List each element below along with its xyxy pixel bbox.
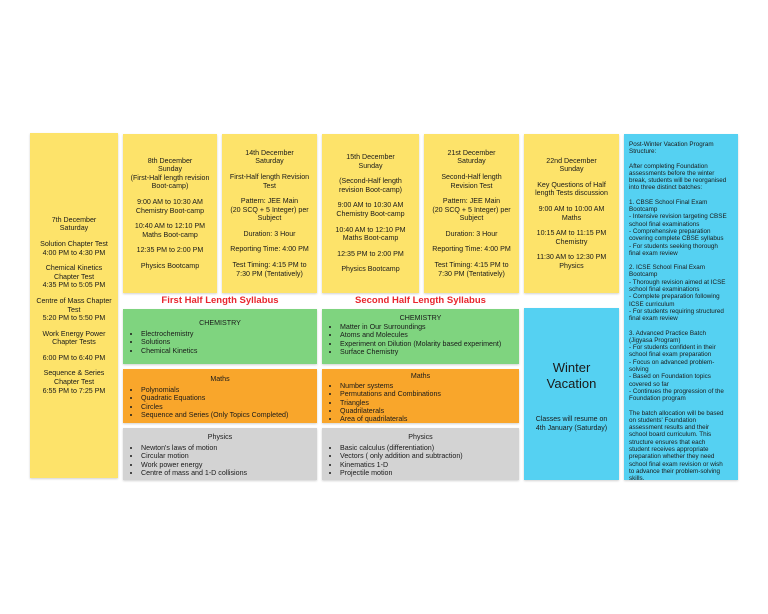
note-line: Duration: 3 Hour	[445, 229, 498, 238]
note-line: Boot-camp)	[151, 182, 189, 191]
first-half-maths-list	[129, 386, 311, 419]
note-line: covered so far	[629, 380, 669, 388]
note-line: 5:20 PM to 5:50 PM	[42, 314, 106, 323]
note-line: 2. ICSE School Final Exam	[629, 264, 705, 272]
note-line: Reporting Time: 4:00 PM	[230, 245, 309, 254]
note-line: Key Questions of Half	[537, 180, 606, 189]
note-line: Subject	[459, 214, 484, 223]
note-line: Maths	[561, 213, 582, 222]
classes-resume-line1: Classes will resume on	[535, 416, 608, 423]
syllabus-item: • Triangles	[340, 399, 513, 407]
second-half-physics-note	[322, 428, 519, 480]
note-line: - Thorough revision aimed at ICSE	[629, 278, 726, 286]
syllabus-item: • Matter in Our Surroundings	[340, 323, 513, 331]
note-line: break, students will be reorganised	[629, 177, 727, 185]
note-line: assessment results and their	[629, 424, 710, 432]
syllabus-item: • Newton's laws of motion	[141, 444, 311, 452]
note-line: Saturday	[255, 157, 284, 166]
note-line: structure ensures that each	[629, 438, 706, 446]
note-line: Work Energy Power	[42, 329, 106, 338]
note-line: Subject	[257, 214, 282, 223]
classes-resume-line2: 4th January (Saturday)	[535, 424, 608, 432]
syllabus-item: • Work power energy	[141, 461, 311, 469]
note-line: final exam review	[629, 249, 678, 257]
second-half-chemistry-list	[328, 323, 513, 356]
note-line: Duration: 3 Hour	[243, 229, 296, 238]
note-line: school final exam revision or wish	[629, 460, 723, 468]
note-line: Physics Bootcamp	[140, 261, 200, 270]
syllabus-item: • Centre of mass and 1-D collisions	[141, 469, 311, 477]
note-line: First-Half length Revision	[229, 172, 310, 181]
winter-vacation-title-line2: Vacation	[546, 376, 597, 391]
note-line: 10:15 AM to 11:15 PM	[536, 229, 607, 238]
note-line: 7:30 PM (Tentatively)	[438, 269, 505, 278]
note-line: Sequence & Series	[43, 369, 105, 378]
note-line: Chapter Tests	[52, 338, 96, 347]
note-line: Post-Winter Vacation Program	[629, 141, 714, 148]
first-half-physics-list	[129, 444, 311, 477]
note-line: - For students confident in their	[629, 344, 716, 352]
note-line: Chemistry	[555, 237, 588, 246]
note-line: preparation whether they need	[629, 453, 715, 461]
first-half-chemistry-title: CHEMISTRY	[199, 319, 241, 327]
note-line: Saturday	[457, 157, 486, 166]
note-line: solving	[629, 366, 649, 374]
note-line: 11:30 AM to 12:30 PM	[536, 253, 607, 262]
note-line: 9:00 AM to 10:30 AM	[137, 197, 203, 206]
syllabus-item: • Projectile motion	[340, 469, 513, 477]
note-line: - Comprehensive preparation	[629, 227, 711, 235]
syllabus-item: • Circular motion	[141, 452, 311, 460]
note-line: Chemical Kinetics	[45, 264, 103, 273]
syllabus-item: • Area of quadrilaterals	[340, 415, 513, 423]
syllabus-item: • Solutions	[141, 338, 311, 346]
note-line: Pattern: JEE Main	[442, 197, 501, 206]
note-line: covering complete CBSE syllabus	[629, 235, 724, 243]
first-half-syllabus-title: First Half Length Syllabus	[161, 295, 279, 306]
note-line: Physics Bootcamp	[341, 265, 400, 274]
sticky-note-dec-14	[222, 134, 317, 293]
note-line: school board curriculum. This	[629, 431, 712, 439]
note-line: Chapter Test	[53, 378, 95, 387]
second-half-syllabus-title: Second Half Length Syllabus	[355, 295, 486, 306]
note-line: 6:00 PM to 6:40 PM	[42, 353, 106, 362]
syllabus-item: • Atoms and Molecules	[340, 331, 513, 339]
line-gap	[629, 257, 733, 264]
line-gap	[629, 192, 733, 199]
first-half-physics-note	[123, 428, 317, 480]
note-line: Centre of Mass Chapter	[36, 296, 112, 305]
note-line: 6:55 PM to 7:25 PM	[42, 386, 106, 395]
note-line: 4:00 PM to 4:30 PM	[42, 248, 106, 257]
note-line: 15th December	[346, 153, 395, 162]
note-line: 7th December	[51, 215, 97, 224]
syllabus-item: • Quadratic Equations	[141, 394, 311, 402]
line-gap	[629, 403, 733, 410]
first-half-chemistry-list	[129, 330, 311, 355]
note-line: Solution Chapter Test	[40, 239, 108, 248]
second-half-maths-note	[322, 369, 519, 423]
note-line: - Intensive revision targeting CBSE	[629, 213, 727, 221]
note-line: student receives appropriate	[629, 445, 709, 453]
note-line: 9:00 AM to 10:00 AM	[538, 204, 605, 213]
note-line: to advance their problem-solving	[629, 467, 721, 475]
syllabus-item: • Polynomials	[141, 386, 311, 394]
syllabus-item: • Quadrilaterals	[340, 407, 513, 415]
note-line: Sunday	[559, 165, 584, 174]
first-half-chemistry-note	[123, 309, 317, 364]
note-line: ICSE curriculum	[629, 300, 675, 308]
note-line: (Second-Half length	[339, 177, 402, 186]
second-half-physics-list	[328, 444, 513, 477]
note-line: 7:30 PM (Tentatively)	[236, 269, 303, 278]
winter-vacation-note	[524, 308, 619, 480]
syllabus-item: • Experiment on Dilution (Molarity based experiment)	[340, 340, 513, 348]
note-line: 9:00 AM to 10:30 AM	[337, 201, 404, 210]
second-half-maths-title: Maths	[410, 372, 431, 380]
syllabus-item: • Electrochemistry	[141, 330, 311, 338]
note-line: final exam review	[629, 315, 678, 323]
note-line: Reporting Time: 4:00 PM	[432, 245, 511, 254]
note-line: school final exam preparation	[629, 351, 712, 359]
note-line: school final examinations	[629, 286, 700, 294]
note-line: revision Boot-camp)	[338, 185, 403, 194]
note-line: on students' Foundation	[629, 416, 697, 424]
line-gap	[629, 323, 733, 330]
second-half-physics-title: Physics	[408, 433, 433, 441]
note-line: (First-Half length revision	[130, 173, 210, 182]
note-line: (20 SCQ + 5 Integer) per	[432, 205, 511, 214]
note-line: Sunday	[358, 161, 383, 170]
note-line: skills.	[629, 475, 645, 483]
winter-vacation-title-line1: Winter	[552, 360, 591, 375]
note-line: - For students seeking thorough	[629, 242, 718, 250]
sticky-note-dec-15	[322, 134, 419, 293]
note-line: - For students requiring structured	[629, 307, 724, 315]
note-line: 3. Advanced Practice Batch	[629, 329, 707, 337]
note-line: Chemistry Boot-camp	[336, 210, 405, 218]
note-line: Test	[67, 305, 81, 314]
note-line: 12:35 PM to 2:00 PM	[337, 249, 404, 258]
note-line: Second-Half length	[441, 172, 502, 181]
syllabus-item: • Sequence and Series (Only Topics Completed)	[141, 411, 311, 419]
note-line: Maths Boot-camp	[142, 230, 198, 239]
note-line: Bootcamp	[629, 271, 658, 279]
note-line: - Focus on advanced problem-	[629, 358, 715, 366]
note-line: Revision Test	[450, 181, 493, 190]
syllabus-item: • Number systems	[340, 382, 513, 390]
syllabus-item: • Chemical Kinetics	[141, 347, 311, 355]
first-half-physics-title: Physics	[207, 433, 233, 441]
note-line: 12:35 PM to 2:00 PM	[136, 246, 204, 255]
first-half-maths-note	[123, 369, 317, 423]
syllabus-item: • Kinematics 1-D	[340, 461, 513, 469]
second-half-maths-list	[328, 382, 513, 423]
note-line: The batch allocation will be based	[629, 409, 724, 417]
note-line: into three distinct batches:	[629, 184, 703, 192]
syllabus-item: • Circles	[141, 403, 311, 411]
note-line: Maths Boot-camp	[342, 234, 399, 243]
second-half-chemistry-note	[322, 309, 519, 364]
note-line: 10:40 AM to 12:10 PM	[134, 222, 206, 231]
note-line: (Jigyasa Program)	[629, 336, 681, 344]
sticky-note-dec-7	[30, 133, 118, 478]
note-line: assessments before the winter	[629, 169, 715, 177]
sticky-note-dec-21	[424, 134, 519, 293]
note-line: Structure:	[629, 148, 657, 156]
note-line: Bootcamp	[629, 206, 658, 214]
note-line: school final examinations	[629, 220, 700, 228]
note-line: 21st December	[447, 148, 496, 157]
note-line: Test Timing: 4:15 PM to	[434, 261, 509, 270]
note-line: Chemistry Boot-camp	[135, 206, 205, 215]
note-line: - Based on Foundation topics	[629, 373, 711, 381]
syllabus-item: • Basic calculus (differentiation)	[340, 444, 513, 452]
second-half-chemistry-title: CHEMISTRY	[399, 314, 442, 322]
note-line: Sunday	[157, 165, 183, 174]
note-line: length Tests discussion	[535, 189, 608, 198]
post-winter-program-note	[624, 134, 738, 483]
note-line: Pattern: JEE Main	[240, 197, 299, 206]
sticky-note-dec-8	[123, 134, 217, 293]
note-line: Test Timing: 4:15 PM to	[232, 261, 307, 270]
note-line: After completing Foundation	[629, 162, 708, 170]
syllabus-item: • Vectors ( only addition and subtraction)	[340, 452, 513, 460]
syllabus-item: • Surface Chemistry	[340, 348, 513, 356]
note-line: Foundation program	[629, 395, 686, 403]
note-line: (20 SCQ + 5 Integer) per	[230, 205, 309, 214]
sticky-note-dec-22	[524, 134, 619, 293]
note-line: 22nd December	[546, 156, 597, 165]
note-line: 10:40 AM to 12:10 PM	[335, 225, 406, 234]
note-line: 4:35 PM to 5:05 PM	[42, 281, 106, 290]
note-line: - Continues the progression of the	[629, 387, 724, 395]
first-half-maths-title: Maths	[210, 375, 230, 383]
note-line: - Complete preparation following	[629, 293, 720, 301]
note-line: Chapter Test	[53, 272, 95, 281]
note-line: Saturday	[59, 224, 89, 233]
note-line: 8th December	[147, 156, 193, 165]
note-line: Test	[262, 181, 276, 190]
syllabus-item: • Permutations and Combinations	[340, 390, 513, 398]
note-line: 14th December	[245, 148, 294, 157]
note-line: 1. CBSE School Final Exam	[629, 198, 708, 206]
line-gap	[629, 156, 733, 163]
note-line: Physics	[559, 261, 584, 270]
